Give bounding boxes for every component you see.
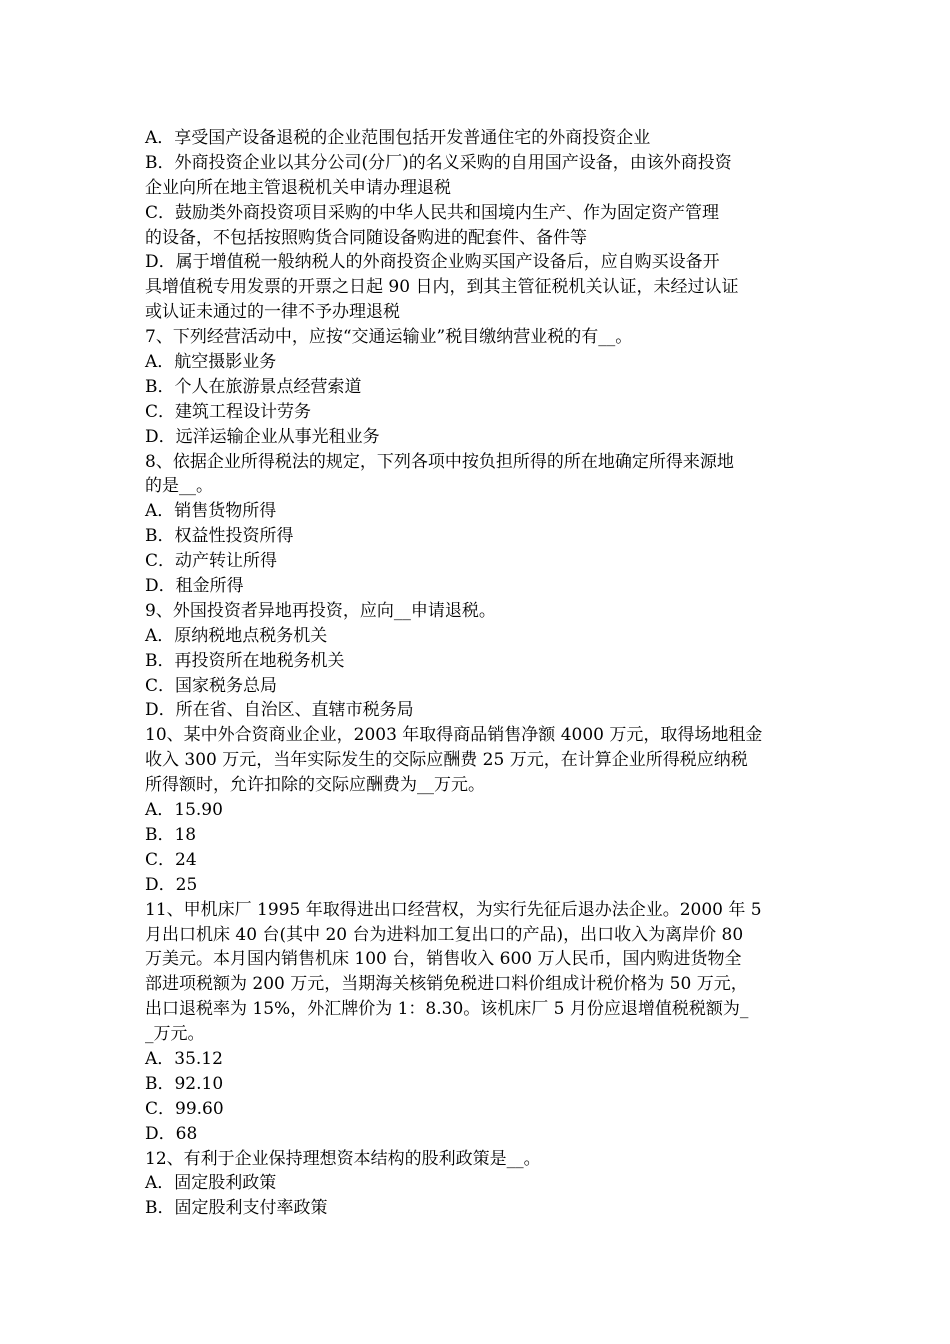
text-line: 收入 300 万元，当年实际发生的交际应酬费 25 万元，在计算企业所得税应纳税 <box>145 750 748 771</box>
text-line: _万元。 <box>145 1024 205 1045</box>
text-line: A．35.12 <box>145 1048 223 1069</box>
text-line: 7、下列经营活动中，应按“交通运输业”税目缴纳营业税的有__。 <box>145 327 633 348</box>
text-line: C．建筑工程设计劳务 <box>145 401 312 422</box>
text-line: B．18 <box>145 824 197 845</box>
text-line: 部进项税额为 200 万元，当期海关核销免税进口料价组成计税价格为 50 万元， <box>145 974 748 995</box>
text-line: C．鼓励类外商投资项目采购的中华人民共和国境内生产、作为固定资产管理 <box>145 202 720 223</box>
text-line: 8、依据企业所得税法的规定，下列各项中按负担所得的所在地确定所得来源地 <box>145 451 734 472</box>
text-line: 9、外国投资者异地再投资，应向__申请退税。 <box>145 600 496 621</box>
text-line: A．15.90 <box>145 800 223 821</box>
text-line: 11、甲机床厂 1995 年取得进出口经营权，为实行先征后退办法企业。2000 年 5 <box>145 899 762 920</box>
text-line: D．所在省、自治区、直辖市税务局 <box>145 700 414 721</box>
text-line: 或认证未通过的一律不予办理退税 <box>145 302 400 323</box>
text-line: 的是__。 <box>145 476 213 497</box>
text-line: C．动产转让所得 <box>145 551 278 572</box>
text-line: C．国家税务总局 <box>145 675 278 696</box>
text-line: B．再投资所在地税务机关 <box>145 650 345 671</box>
text-line: 的设备，不包括按照购货合同随设备购进的配套件、备件等 <box>145 227 587 248</box>
text-line: A．原纳税地点税务机关 <box>145 625 328 646</box>
text-line: C．99.60 <box>145 1098 224 1119</box>
text-line: A．航空摄影业务 <box>145 352 277 373</box>
text-line: A．销售货物所得 <box>145 501 277 522</box>
text-line: D．68 <box>145 1123 198 1144</box>
text-line: 具增值税专用发票的开票之日起 90 日内，到其主管征税机关认证，未经过认证 <box>145 277 739 298</box>
text-line: 出口退税率为 15%，外汇牌价为 1：8.30。该机床厂 5 月份应退增值税税额为_ <box>145 999 749 1020</box>
text-line: 所得额时，允许扣除的交际应酬费为__万元。 <box>145 775 485 796</box>
document-body <box>145 126 810 1221</box>
text-line: B．固定股利支付率政策 <box>145 1198 328 1219</box>
text-line: D．远洋运输企业从事光租业务 <box>145 426 380 447</box>
text-line: B．权益性投资所得 <box>145 526 294 547</box>
text-line: 12、有利于企业保持理想资本结构的股利政策是__。 <box>145 1148 541 1169</box>
text-line: D．租金所得 <box>145 576 244 597</box>
text-line: 10、某中外合资商业企业，2003 年取得商品销售净额 4000 万元，取得场地租金 <box>145 725 763 746</box>
text-line: 企业向所在地主管退税机关申请办理退税 <box>145 177 451 198</box>
text-line: A．固定股利政策 <box>145 1173 277 1194</box>
text-line: D．属于增值税一般纳税人的外商投资企业购买国产设备后，应自购买设备开 <box>145 252 720 273</box>
text-line: B．92.10 <box>145 1073 224 1094</box>
text-line: C．24 <box>145 849 197 870</box>
text-line: 万美元。本月国内销售机床 100 台，销售收入 600 万人民币，国内购进货物全 <box>145 949 742 970</box>
text-line: B．个人在旅游景点经营索道 <box>145 376 362 397</box>
text-line: 月出口机床 40 台(其中 20 台为进料加工复出口的产品)，出口收入为离岸价 80 <box>145 924 744 945</box>
text-line: B．外商投资企业以其分公司(分厂)的名义采购的自用国产设备，由该外商投资 <box>145 152 732 173</box>
text-line: A．享受国产设备退税的企业范围包括开发普通住宅的外商投资企业 <box>145 128 651 148</box>
text-line: D．25 <box>145 874 198 895</box>
